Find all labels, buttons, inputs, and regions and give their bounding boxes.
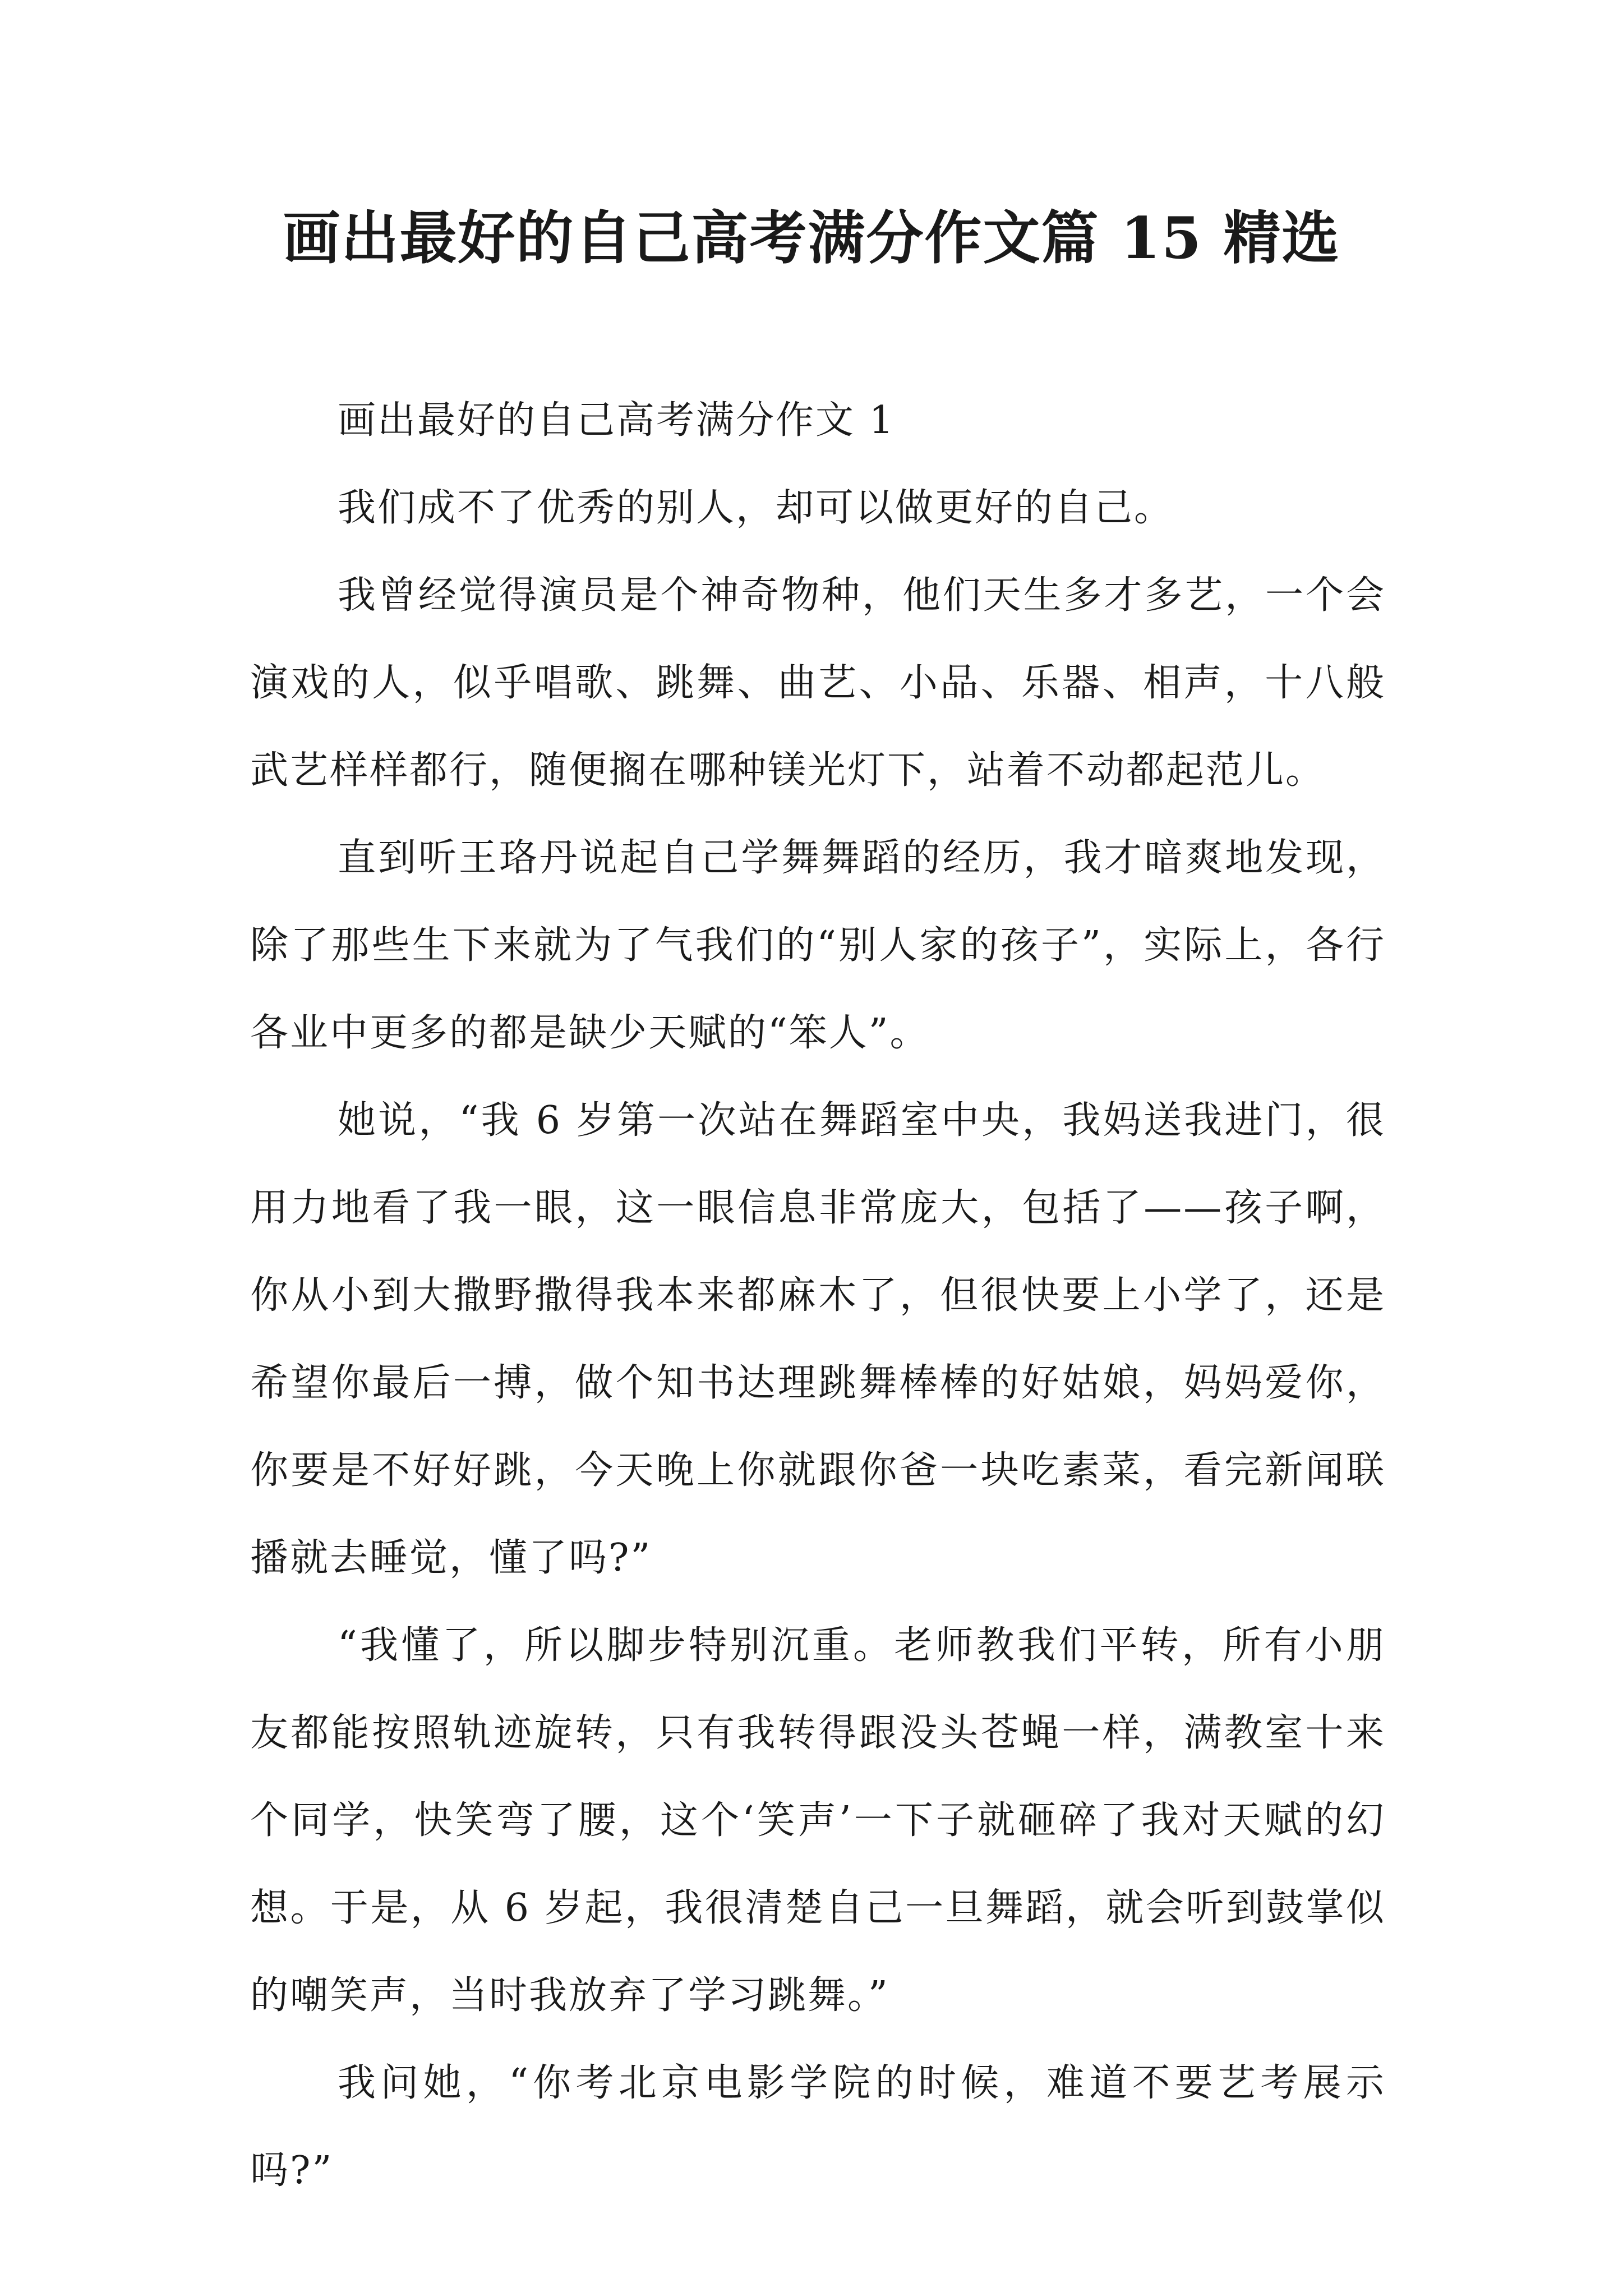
body-paragraph: 她说，“我 6 岁第一次站在舞蹈室中央，我妈送我进门，很用力地看了我一眼，这一眼信息非常庞大，包括了——孩子啊，你从小到大撒野撒得我本来都麻木了，但很快要上小学了，还是希望你最后一搏，做个知书达理跳舞棒棒的好姑娘，妈妈爱你，你要是不好好跳，今天晚上你就跟你爸一块吃素菜，看完新闻联播就去睡觉，懂了吗?” xyxy=(250,1098,1386,1580)
body-paragraph: 我曾经觉得演员是个神奇物种，他们天生多才多艺，一个会演戏的人，似乎唱歌、跳舞、曲艺、小品、乐器、相声，十八般武艺样样都行，随便搁在哪种镁光灯下，站着不动都起范儿。 xyxy=(250,573,1386,793)
body-paragraph: 我问她，“你考北京电影学院的时候，难道不要艺考展示吗?” xyxy=(250,2061,1386,2193)
subheading-paragraph: 画出最好的自己高考满分作文 1 xyxy=(338,398,895,443)
document-body xyxy=(250,377,1386,2215)
body-paragraph: 我们成不了优秀的别人，却可以做更好的自己。 xyxy=(338,486,1174,530)
body-paragraph: “我懂了，所以脚步特别沉重。老师教我们平转，所有小朋友都能按照轨迹旋转，只有我转得跟没头苍蝇一样，满教室十来个同学，快笑弯了腰，这个‘笑声’一下子就砸碎了我对天赋的幻想。于是，从 6 岁起，我很清楚自己一旦舞蹈，就会听到鼓掌似的嘲笑声，当时我放弃了学习跳舞。” xyxy=(250,1623,1386,2018)
body-paragraph: 直到听王珞丹说起自己学舞舞蹈的经历，我才暗爽地发现，除了那些生下来就为了气我们的“别人家的孩子”，实际上，各行各业中更多的都是缺少天赋的“笨人”。 xyxy=(250,836,1386,1055)
document-title: 画出最好的自己高考满分作文篇 15 精选 xyxy=(283,205,1340,272)
